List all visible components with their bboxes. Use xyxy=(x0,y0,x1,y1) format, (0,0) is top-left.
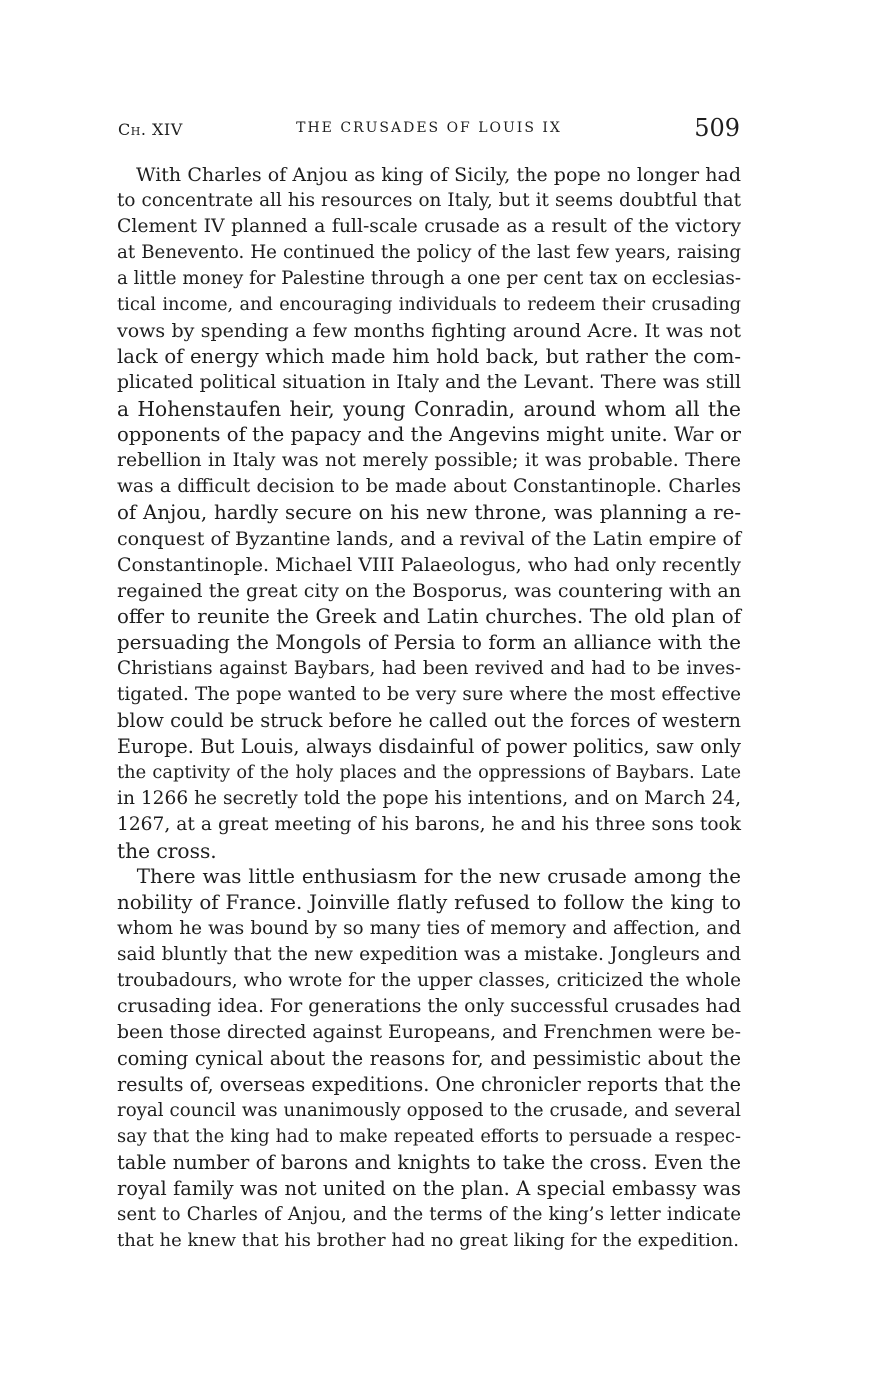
text-line: said bluntly that the new expedition was a mistake. Jongleurs and xyxy=(117,944,741,965)
text-line: tical income, and encouraging individuals to redeem their crusading xyxy=(117,294,741,315)
text-line: conquest of Byzantine lands, and a revival of the Latin empire of xyxy=(117,528,741,550)
text-line: coming cynical about the reasons for, and pessimistic about the xyxy=(117,1047,741,1070)
text-line: to concentrate all his resources on Italy, but it seems doubtful that xyxy=(117,190,741,211)
paragraph-1 xyxy=(117,162,741,864)
text-line: 1267, at a great meeting of his barons, he and his three sons took xyxy=(117,814,741,835)
text-line: Christians against Baybars, had been revived and had to be inves- xyxy=(117,658,741,679)
text-line: the cross. xyxy=(117,839,217,863)
text-line: table number of barons and knights to take the cross. Even the xyxy=(117,1151,741,1174)
text-line: was a difficult decision to be made about Constantinople. Charles xyxy=(117,476,741,497)
text-line: Clement IV planned a full-scale crusade as a result of the victory xyxy=(117,216,741,237)
text-line: results of, overseas expeditions. One chronicler reports that the xyxy=(117,1073,741,1096)
chapter-label: Ch. XIV xyxy=(118,120,183,139)
text-line: in 1266 he secretly told the pope his intentions, and on March 24, xyxy=(117,788,741,809)
running-head xyxy=(118,116,740,146)
text-line: vows by spending a few months fighting around Acre. It was not xyxy=(117,320,741,342)
running-title: THE CRUSADES OF LOUIS IX xyxy=(296,120,562,136)
text-line: troubadours, who wrote for the upper classes, criticized the whole xyxy=(117,970,741,991)
paragraph-2 xyxy=(117,864,741,1254)
text-line: say that the king had to make repeated efforts to persuade a respec- xyxy=(117,1126,741,1147)
text-line: been those directed against Europeans, and Frenchmen were be- xyxy=(117,1022,741,1043)
text-line: plicated political situation in Italy and the Levant. There was still xyxy=(117,372,741,393)
text-line: royal council was unanimously opposed to the crusade, and several xyxy=(117,1100,741,1121)
text-line: offer to reunite the Greek and Latin churches. The old plan of xyxy=(117,605,741,628)
text-line: tigated. The pope wanted to be very sure where the most effective xyxy=(117,684,741,705)
text-line: Europe. But Louis, always disdainful of power politics, saw only xyxy=(117,735,741,758)
text-line: that he knew that his brother had no great liking for the expedition. xyxy=(117,1230,739,1251)
text-line: blow could be struck before he called out the forces of western xyxy=(117,709,741,732)
text-line: whom he was bound by so many ties of memory and affection, and xyxy=(117,918,741,939)
text-line: opponents of the papacy and the Angevins might unite. War or xyxy=(117,423,741,446)
text-line: lack of energy which made him hold back, but rather the com- xyxy=(117,345,741,368)
text-line: a little money for Palestine through a one per cent tax on ecclesias- xyxy=(117,268,741,289)
text-line: Constantinople. Michael VIII Palaeologus, who had only recently xyxy=(117,554,741,576)
text-line: crusading idea. For generations the only successful crusades had xyxy=(117,996,741,1017)
text-line: nobility of France. Joinville flatly refused to follow the king to xyxy=(117,891,741,914)
text-line: sent to Charles of Anjou, and the terms of the king’s letter indicate xyxy=(117,1204,741,1225)
text-line: the captivity of the holy places and the oppressions of Baybars. Late xyxy=(117,762,741,783)
text-line: royal family was not united on the plan. A special embassy was xyxy=(117,1177,741,1200)
text-line: at Benevento. He continued the policy of the last few years, raising xyxy=(117,242,741,263)
text-line: rebellion in Italy was not merely possible; it was probable. There xyxy=(117,450,741,471)
body-text xyxy=(117,162,741,1254)
text-line: regained the great city on the Bosporus, was countering with an xyxy=(117,580,741,602)
text-line: persuading the Mongols of Persia to form an alliance with the xyxy=(117,631,741,654)
text-line: With Charles of Anjou as king of Sicily, the pope no longer had xyxy=(117,164,741,186)
page-number: 509 xyxy=(694,114,740,142)
text-line: a Hohenstaufen heir, young Conradin, around whom all the xyxy=(117,397,741,421)
text-line: There was little enthusiasm for the new crusade among the xyxy=(117,865,741,888)
text-line: of Anjou, hardly secure on his new throne, was planning a re- xyxy=(117,501,741,524)
